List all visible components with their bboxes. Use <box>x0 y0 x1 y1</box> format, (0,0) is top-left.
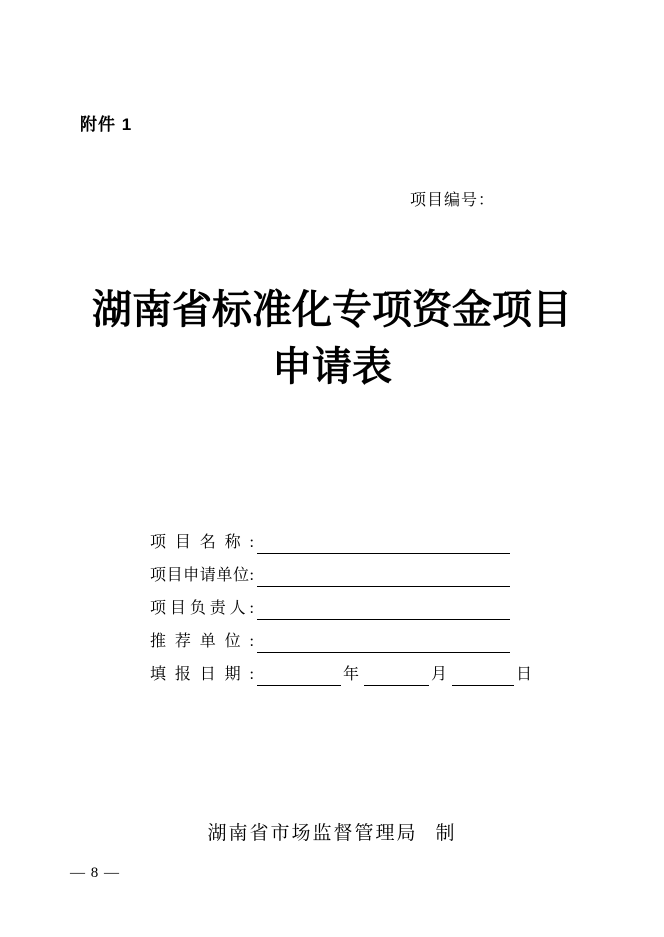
recommending-unit-blank <box>257 630 510 653</box>
document-title-line2: 申请表 <box>272 344 392 389</box>
form-row-recommending-unit <box>150 620 510 653</box>
issuer-name: 湖南省市场监督管理局 <box>207 823 418 844</box>
fill-date-month-blank <box>364 663 429 686</box>
day-suffix-label: 日 <box>516 666 533 683</box>
issuer-suffix: 制 <box>435 823 457 844</box>
year-suffix-label: 年 <box>343 666 360 683</box>
form-row-applicant-unit <box>150 554 510 587</box>
application-form <box>150 521 533 686</box>
page-number: — 8 — <box>70 865 120 881</box>
month-suffix-label: 月 <box>431 666 448 683</box>
recommending-unit-label: 推荐单位: <box>150 633 254 650</box>
fill-date-day-blank <box>452 663 514 686</box>
form-row-project-leader <box>150 587 510 620</box>
applicant-unit-label: 项目申请单位: <box>150 567 254 584</box>
applicant-unit-blank <box>257 564 510 587</box>
document-title-line1: 湖南省标准化专项资金项目 <box>92 287 572 332</box>
project-name-label: 项目名称: <box>150 534 254 551</box>
document-title <box>0 281 664 395</box>
attachment-label: 附件 1 <box>80 115 133 134</box>
issuer-line <box>0 818 664 845</box>
project-leader-label: 项目负责人: <box>150 600 254 617</box>
project-number-label: 项目编号： <box>410 192 496 209</box>
form-row-fill-date <box>150 653 533 686</box>
project-name-blank <box>257 531 510 554</box>
fill-date-label: 填报日期: <box>150 666 254 683</box>
project-leader-blank <box>257 597 510 620</box>
fill-date-year-blank <box>257 663 341 686</box>
form-row-project-name <box>150 521 510 554</box>
